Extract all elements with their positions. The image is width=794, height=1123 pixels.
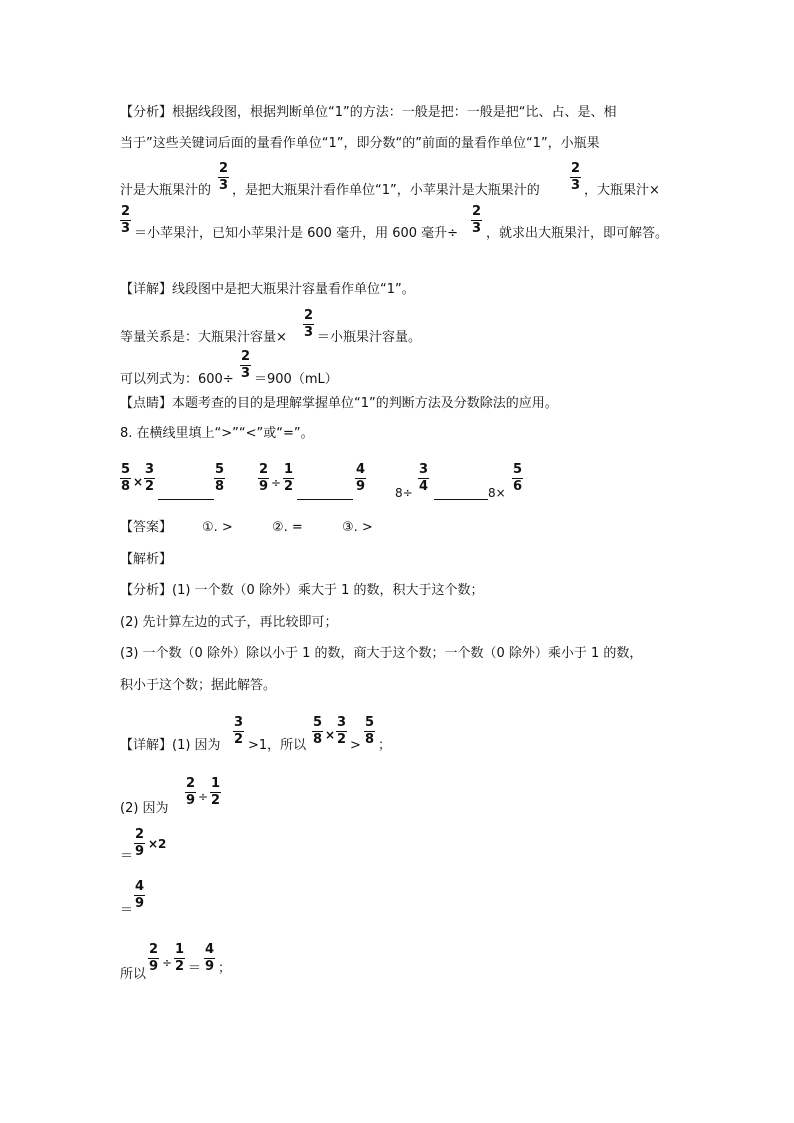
detail-1-because: 【详解】(1) 因为 bbox=[120, 738, 221, 753]
fraction-five-eighths: 5 8 bbox=[313, 715, 323, 747]
fraction-two-ninths: 2 9 bbox=[186, 776, 196, 808]
answer-3: ③. > bbox=[342, 520, 373, 535]
fraction-two-ninths: 2 9 bbox=[259, 462, 269, 494]
fraction-three-halves: 3 2 bbox=[337, 715, 347, 747]
eight-divided-by: 8÷ bbox=[395, 486, 413, 500]
equals-sign: ＝ bbox=[188, 961, 202, 976]
fraction-four-ninths: 4 9 bbox=[205, 942, 215, 974]
analysis-line-4a: ＝小苹果汁，已知小苹果汁是 600 毫升，用 600 毫升÷ bbox=[134, 226, 459, 241]
fraction-two-thirds: 2 3 bbox=[121, 204, 131, 236]
key-point-line: 【点睛】本题考查的目的是理解掌握单位“1”的判断方法及分数除法的应用。 bbox=[120, 396, 558, 411]
divide-sign: ÷ bbox=[271, 476, 282, 490]
detail-2-because: (2) 因为 bbox=[120, 801, 169, 816]
answer-blank-2[interactable] bbox=[297, 485, 353, 500]
answer-label: 【答案】 bbox=[120, 520, 173, 535]
analysis-line-3c: ，大瓶果汁× bbox=[584, 183, 660, 198]
equals-sign: ＝ bbox=[120, 903, 134, 918]
fraction-five-eighths: 5 8 bbox=[121, 462, 131, 494]
fraction-one-half: 1 2 bbox=[284, 462, 294, 494]
eight-times: 8× bbox=[488, 486, 506, 500]
semicolon: ； bbox=[378, 738, 392, 753]
answer-blank-3[interactable] bbox=[434, 485, 488, 500]
fraction-five-eighths: 5 8 bbox=[365, 715, 375, 747]
analysis-line-3a: 汁是大瓶果汁的 bbox=[120, 183, 212, 198]
fraction-two-thirds: 2 3 bbox=[241, 349, 251, 381]
fraction-two-ninths: 2 9 bbox=[135, 827, 145, 859]
divide-sign: ÷ bbox=[198, 790, 209, 804]
detail-1-so: >1，所以 bbox=[248, 738, 307, 753]
analysis-step-1: 【分析】(1) 一个数（0 除外）乘大于 1 的数，积大于这个数； bbox=[120, 583, 484, 598]
semicolon: ； bbox=[218, 961, 232, 976]
fraction-two-ninths: 2 9 bbox=[149, 942, 159, 974]
fraction-three-halves: 3 2 bbox=[145, 462, 155, 494]
answer-blank-1[interactable] bbox=[158, 485, 214, 500]
detail-line-3a: 可以列式为：600÷ bbox=[120, 372, 234, 387]
fraction-two-thirds: 2 3 bbox=[219, 161, 229, 193]
times-sign: × bbox=[133, 475, 144, 489]
fraction-two-thirds: 2 3 bbox=[472, 204, 482, 236]
equals-sign: ＝ bbox=[120, 849, 134, 864]
analysis-step-3: (3) 一个数（0 除外）除以小于 1 的数，商大于这个数；一个数（0 除外）乘小于 1 的数， bbox=[120, 646, 643, 661]
fraction-one-half: 1 2 bbox=[211, 776, 221, 808]
analysis-step-4: 积小于这个数；据此解答。 bbox=[120, 678, 277, 693]
detail-line-3b: ＝900（mL） bbox=[254, 372, 338, 387]
answer-1: ①. > bbox=[202, 520, 233, 535]
detail-line-2b: ＝小瓶果汁容量。 bbox=[317, 330, 422, 345]
fraction-two-thirds: 2 3 bbox=[571, 161, 581, 193]
fraction-two-thirds: 2 3 bbox=[304, 308, 314, 340]
times-two: ×2 bbox=[148, 837, 167, 851]
answer-2: ②. = bbox=[272, 520, 303, 535]
analysis-line-1: 【分析】根据线段图，根据判断单位“1”的方法：一般是把：一般是把“比、占、是、相 bbox=[120, 105, 617, 120]
fraction-five-eighths: 5 8 bbox=[215, 462, 225, 494]
analysis-line-2: 当于”这些关键词后面的量看作单位“1”，即分数“的”前面的量看作单位“1”，小瓶果 bbox=[120, 136, 600, 151]
fraction-three-quarters: 3 4 bbox=[419, 462, 429, 494]
times-sign: × bbox=[325, 728, 336, 742]
divide-sign: ÷ bbox=[162, 956, 173, 970]
fraction-five-sixths: 5 6 bbox=[513, 462, 523, 494]
question-title: 8. 在横线里填上“>”“<”或“=”。 bbox=[120, 426, 314, 441]
analysis-line-4b: ，就求出大瓶果汁，即可解答。 bbox=[486, 226, 669, 241]
detail-line-2a: 等量关系是：大瓶果汁容量× bbox=[120, 330, 287, 345]
fraction-three-halves: 3 2 bbox=[234, 715, 244, 747]
analysis-step-2: (2) 先计算左边的式子，再比较即可； bbox=[120, 615, 338, 630]
fraction-four-ninths: 4 9 bbox=[356, 462, 366, 494]
fraction-four-ninths: 4 9 bbox=[135, 879, 145, 911]
greater-than-sign: > bbox=[350, 738, 361, 753]
detail-line-1: 【详解】线段图中是把大瓶果汁容量看作单位“1”。 bbox=[120, 282, 415, 297]
fraction-one-half: 1 2 bbox=[175, 942, 185, 974]
solution-heading: 【解析】 bbox=[120, 552, 173, 567]
analysis-line-3b: ，是把大瓶果汁看作单位“1”，小苹果汁是大瓶果汁的 bbox=[232, 183, 540, 198]
detail-2-so: 所以 bbox=[120, 967, 147, 982]
